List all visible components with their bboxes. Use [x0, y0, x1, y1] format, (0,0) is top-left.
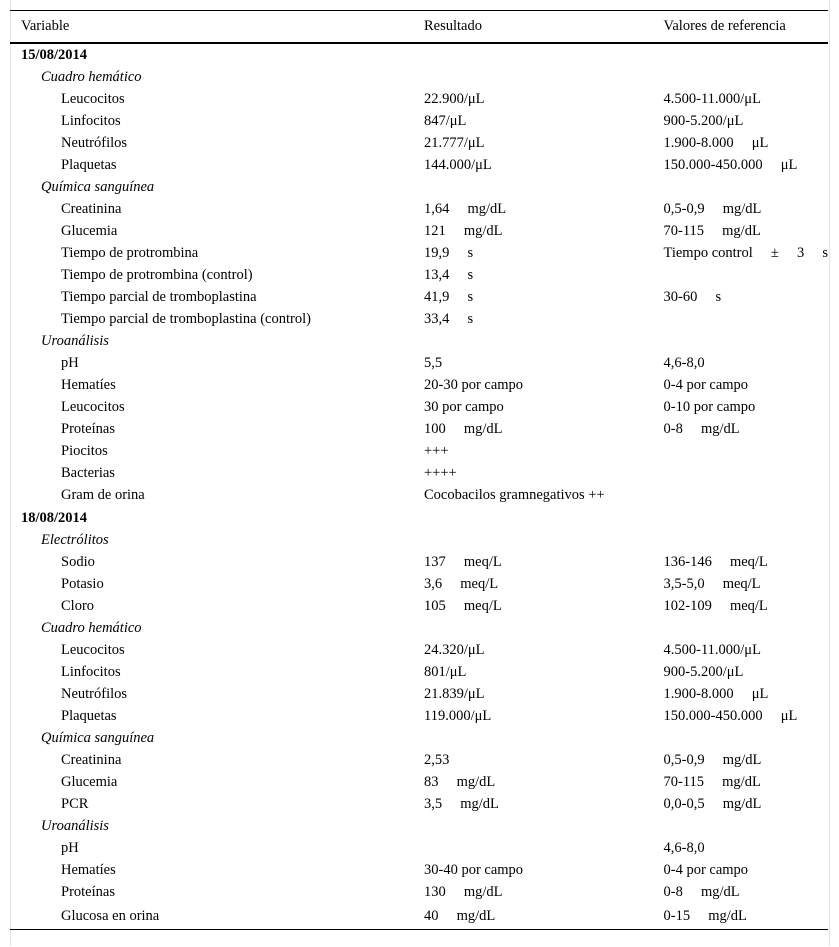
variable-cell: Piocitos	[61, 443, 108, 459]
reference-cell	[663, 530, 828, 552]
reference-cell: 0-10 por campo	[663, 399, 756, 415]
table-row	[10, 662, 828, 684]
result-cell	[424, 530, 663, 552]
table-row	[10, 574, 828, 596]
group-label: Cuadro hemático	[41, 620, 142, 636]
reference-cell: 136-146 meq/L	[663, 554, 768, 570]
reference-cell: 0-15 mg/dL	[663, 904, 828, 930]
result-cell	[424, 838, 663, 860]
result-cell: 19,9 s	[424, 245, 474, 261]
result-cell	[424, 618, 663, 640]
variable-cell: pH	[61, 355, 79, 371]
column-header-variable: Variable	[10, 11, 424, 43]
result-cell: 83 mg/dL	[424, 774, 496, 790]
result-cell: ++++	[424, 465, 457, 481]
result-cell: 21.777/μL	[424, 135, 485, 151]
variable-cell: Glucosa en orina	[10, 904, 424, 930]
result-cell: 33,4 s	[424, 311, 474, 327]
reference-cell: 1.900-8.000 μL	[663, 686, 769, 702]
result-cell: 105 meq/L	[424, 598, 502, 614]
variable-cell: Neutrófilos	[61, 686, 128, 702]
group-label: Electrólitos	[41, 532, 109, 548]
result-cell	[424, 331, 663, 353]
result-cell: 801/μL	[424, 664, 467, 680]
result-cell: 30-40 por campo	[424, 862, 524, 878]
reference-cell: 0-8 mg/dL	[663, 884, 740, 900]
date-row	[10, 43, 828, 67]
table-row	[10, 375, 828, 397]
reference-cell: 900-5.200/μL	[663, 664, 744, 680]
result-cell: 144.000/μL	[424, 157, 492, 173]
reference-cell: 0,5-0,9 mg/dL	[663, 752, 762, 768]
variable-cell: Creatinina	[61, 752, 122, 768]
group-row	[10, 618, 828, 640]
variable-cell: Tiempo de protrombina (control)	[61, 267, 253, 283]
result-cell: 22.900/μL	[424, 91, 485, 107]
result-cell	[424, 67, 663, 89]
result-cell	[424, 728, 663, 750]
variable-cell: Linfocitos	[61, 664, 121, 680]
result-cell: 24.320/μL	[424, 642, 485, 658]
group-label: Química sanguínea	[41, 730, 155, 746]
result-cell: 3,5 mg/dL	[424, 796, 499, 812]
lab-results-table	[10, 10, 828, 930]
result-cell	[424, 507, 663, 530]
result-cell: 41,9 s	[424, 289, 474, 305]
reference-cell: 70-115 mg/dL	[663, 774, 761, 790]
result-cell	[424, 43, 663, 67]
date-label: 18/08/2014	[21, 509, 88, 526]
result-cell: 30 por campo	[424, 399, 504, 415]
reference-cell: 1.900-8.000 μL	[663, 135, 769, 151]
table-row	[10, 89, 828, 111]
group-row	[10, 177, 828, 199]
table-row	[10, 596, 828, 618]
group-row	[10, 331, 828, 353]
reference-cell: 900-5.200/μL	[663, 113, 744, 129]
group-row	[10, 530, 828, 552]
table-row	[10, 706, 828, 728]
table-row	[10, 199, 828, 221]
reference-cell	[663, 618, 828, 640]
reference-cell: 30-60 s	[663, 289, 722, 305]
variable-cell: Hematíes	[61, 862, 116, 878]
table-row	[10, 838, 828, 860]
reference-cell	[663, 463, 828, 485]
result-cell: 2,53	[424, 752, 450, 768]
result-cell: 13,4 s	[424, 267, 474, 283]
table-row	[10, 243, 828, 265]
reference-cell	[663, 309, 828, 331]
result-cell: +++	[424, 443, 449, 459]
result-cell: 20-30 por campo	[424, 377, 524, 393]
table-row	[10, 265, 828, 287]
table-row	[10, 463, 828, 485]
table-row	[10, 441, 828, 463]
variable-cell: Glucemia	[61, 223, 118, 239]
table-row	[10, 221, 828, 243]
result-cell: 100 mg/dL	[424, 421, 503, 437]
date-label: 15/08/2014	[21, 46, 88, 63]
reference-cell: 4,6-8,0	[663, 840, 705, 856]
variable-cell: Glucemia	[61, 774, 118, 790]
reference-cell: 4.500-11.000/μL	[663, 642, 761, 658]
table-row	[10, 419, 828, 441]
reference-cell	[663, 728, 828, 750]
variable-cell: Neutrófilos	[61, 135, 128, 151]
variable-cell: Leucocitos	[61, 91, 125, 107]
table-row	[10, 155, 828, 177]
table-body	[10, 43, 828, 930]
variable-cell: Plaquetas	[61, 708, 117, 724]
reference-cell: 0-4 por campo	[663, 862, 749, 878]
result-cell: 847/μL	[424, 113, 467, 129]
table-row	[10, 882, 828, 904]
table-row	[10, 552, 828, 574]
reference-cell	[663, 816, 828, 838]
reference-cell	[663, 441, 828, 463]
reference-cell: Tiempo control ± 3 s	[663, 245, 828, 261]
group-label: Cuadro hemático	[41, 69, 142, 85]
variable-cell: Proteínas	[61, 421, 115, 437]
variable-cell: Cloro	[61, 598, 95, 614]
variable-cell: Sodio	[61, 554, 95, 570]
variable-cell: Tiempo de protrombina	[61, 245, 199, 261]
reference-cell: 0,0-0,5 mg/dL	[663, 796, 762, 812]
reference-cell	[663, 265, 828, 287]
table-row	[10, 684, 828, 706]
result-cell: 137 meq/L	[424, 554, 502, 570]
reference-cell: 150.000-450.000 μL	[663, 708, 798, 724]
table-row	[10, 111, 828, 133]
reference-cell	[663, 507, 828, 530]
result-cell: 1,64 mg/dL	[424, 201, 507, 217]
result-cell: 40 mg/dL	[424, 904, 663, 930]
variable-cell: Bacterias	[61, 465, 115, 481]
variable-cell: Potasio	[61, 576, 104, 592]
reference-cell: 150.000-450.000 μL	[663, 157, 798, 173]
result-cell: 21.839/μL	[424, 686, 485, 702]
group-row	[10, 816, 828, 838]
group-label: Uroanálisis	[41, 818, 109, 834]
result-cell: 130 mg/dL	[424, 884, 503, 900]
variable-cell: Gram de orina	[61, 487, 145, 503]
variable-cell: Leucocitos	[61, 642, 125, 658]
variable-cell: Leucocitos	[61, 399, 125, 415]
group-row	[10, 728, 828, 750]
table-row	[10, 287, 828, 309]
variable-cell: Hematíes	[61, 377, 116, 393]
group-label: Uroanálisis	[41, 333, 109, 349]
variable-cell: Tiempo parcial de tromboplastina	[61, 289, 257, 305]
result-cell: 3,6 meq/L	[424, 576, 499, 592]
table-row	[10, 353, 828, 375]
reference-cell: 3,5-5,0 meq/L	[663, 576, 761, 592]
reference-cell: 70-115 mg/dL	[663, 223, 761, 239]
table-row	[10, 640, 828, 662]
reference-cell	[663, 43, 828, 67]
table-row	[10, 750, 828, 772]
table-row	[10, 133, 828, 155]
table-row	[10, 904, 828, 930]
result-cell: 5,5	[424, 355, 443, 371]
table-header-row	[10, 11, 828, 43]
reference-cell	[663, 485, 828, 507]
reference-cell: 0-4 por campo	[663, 377, 749, 393]
column-header-referencia: Valores de referencia	[663, 11, 828, 43]
result-cell: Cocobacilos gramnegativos ++	[424, 487, 605, 503]
table-row	[10, 772, 828, 794]
table-row	[10, 397, 828, 419]
reference-cell: 102-109 meq/L	[663, 598, 768, 614]
group-row	[10, 67, 828, 89]
reference-cell: 0-8 mg/dL	[663, 421, 740, 437]
group-label: Química sanguínea	[41, 179, 155, 195]
result-cell	[424, 177, 663, 199]
result-cell: 121 mg/dL	[424, 223, 503, 239]
result-cell	[424, 816, 663, 838]
reference-cell: 4,6-8,0	[663, 355, 705, 371]
table-row	[10, 309, 828, 331]
reference-cell: 0,5-0,9 mg/dL	[663, 201, 762, 217]
table-row	[10, 794, 828, 816]
variable-cell: Plaquetas	[61, 157, 117, 173]
variable-cell: pH	[61, 840, 79, 856]
column-header-resultado: Resultado	[424, 11, 663, 43]
variable-cell: Creatinina	[61, 201, 122, 217]
reference-cell: 4.500-11.000/μL	[663, 91, 761, 107]
variable-cell: Linfocitos	[61, 113, 121, 129]
reference-cell	[663, 331, 828, 353]
table-row	[10, 485, 828, 507]
result-cell: 119.000/μL	[424, 708, 492, 724]
date-row	[10, 507, 828, 530]
table-row	[10, 860, 828, 882]
variable-cell: PCR	[61, 796, 89, 812]
reference-cell	[663, 67, 828, 89]
variable-cell: Tiempo parcial de tromboplastina (control)	[61, 311, 311, 327]
reference-cell	[663, 177, 828, 199]
variable-cell: Proteínas	[61, 884, 115, 900]
